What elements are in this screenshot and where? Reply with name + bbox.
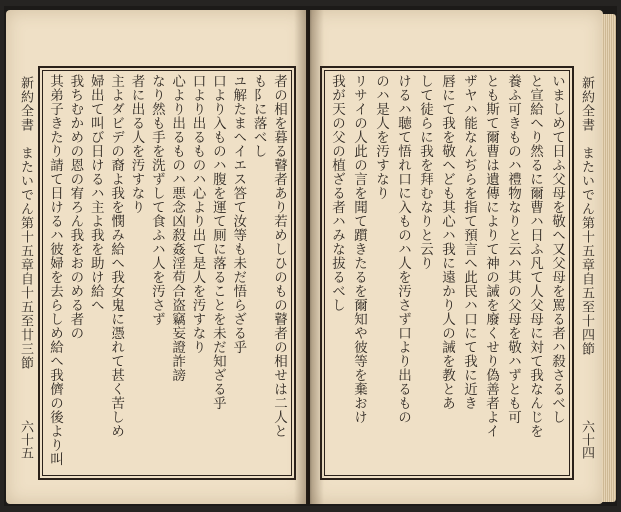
right-text-column: いましめて日ふ父母を敬へ又父母を罵る者ハ殺さるべし	[549, 74, 565, 424]
left-text-column: 主よダビデの裔よ我を憫み給へ我女鬼に憑れて甚く苦しめ	[108, 74, 125, 438]
left-page-header: 新約全書 またいでん第十五章自十五至廿三節	[18, 76, 33, 370]
left-text-column: 者の相を暮る瞽者あり若めしひのもの瞽者の相せは二人と	[271, 74, 287, 438]
open-book	[4, 6, 617, 506]
left-text-column: 婦出て叫び日けるハ主よ我を助け給へ	[87, 74, 104, 312]
right-text-column: のハ是人を汚すなり	[373, 74, 389, 200]
right-page-header: 新約全書 またいでん第十五章自五至十四節	[579, 76, 594, 356]
right-text-column: ザヤハ能なんぢらを指て預言へ此民ハ口にて我に近き	[461, 74, 477, 410]
right-text-column: 唇にて我を敬へども其心ハ我に遠かり人の誡を教とあ	[439, 74, 455, 410]
left-text-column: 其弟子きたり請て日けるハ彼婦を去らしめ給へ我儕の後より叫	[47, 74, 63, 466]
page-edges	[602, 14, 616, 502]
left-text-column: 者に出る人を汚すなり	[128, 74, 145, 214]
left-text-column: 口より出るものハ心より出て是人を汚すなり	[189, 74, 206, 354]
right-text-column: リサイの人此の言を聞て躓きたるを爾知や彼等を棄おけ	[351, 74, 367, 424]
right-text-column: とも斯て爾曹は遺傳によりて神の誡を廢くせり偽善者よイ	[483, 74, 499, 438]
left-page-number: 六十五	[18, 420, 33, 459]
right-text-column: 我が天の父の植ざる者ハみな拔るべし	[329, 74, 345, 312]
left-text-column: 我ちむかめの恩の宥ろん我をおのめる者の	[67, 74, 84, 340]
right-text-column: 養ふ可きものハ禮物なりと云ハ其の父母を敬ハずとも可	[505, 74, 521, 424]
right-text-frame	[320, 66, 574, 480]
right-page-number: 六十四	[579, 420, 594, 459]
right-page	[310, 10, 603, 504]
left-text-frame	[38, 66, 296, 480]
left-text-column: なり然も手を洗ずして食ふハ人を汚さず	[148, 74, 165, 326]
right-text-column: して徒らに我を拜むなりと云り	[417, 74, 433, 270]
right-text-column: と宣給へり然るに爾曹ハ日ふ凡て人父母に対て我なんじを	[527, 74, 543, 438]
left-page	[6, 10, 306, 504]
left-text-column: 心より出るものハ悪念凶殺姦淫苟合盗竊妄證詐謗	[169, 74, 186, 382]
left-text-column: も阝に落べし	[250, 74, 267, 158]
right-text-column: けるハ聴て悟れ口に入ものハ人を汚さず口より出るもの	[395, 74, 411, 424]
left-text-column: 口より入ものハ腹を運て厠に落ることを未だ知ざる乎	[209, 74, 226, 410]
left-text-column: ユ解たまへイエス答て汝等も未だ悟らざる乎	[230, 74, 247, 354]
